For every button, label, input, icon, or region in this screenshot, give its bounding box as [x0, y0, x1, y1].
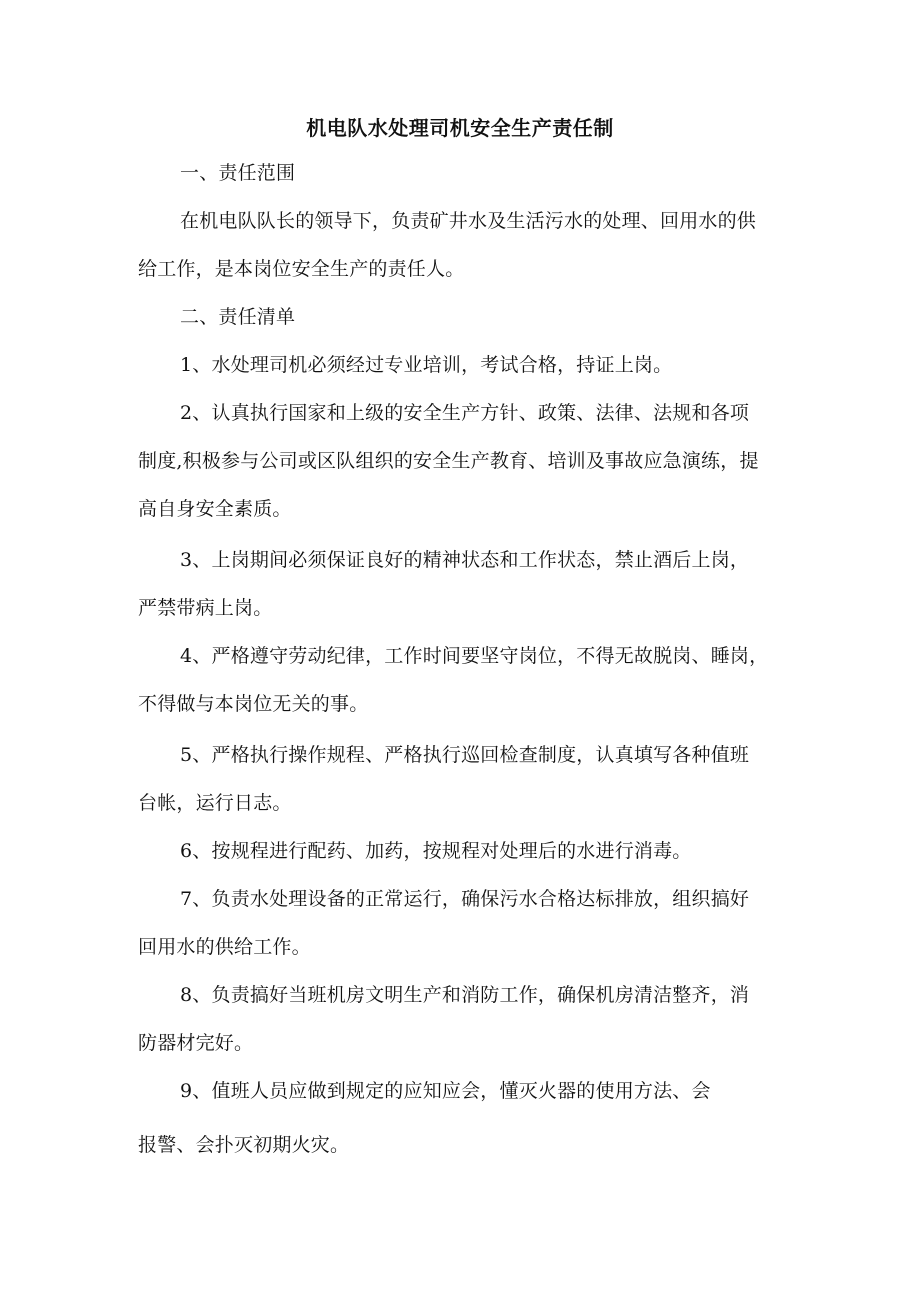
list-item-6-line-1: 6、按规程进行配药、加药，按规程对处理后的水进行消毒。 [180, 840, 692, 862]
list-item-9-line-2: 报警、会扑灭初期火灾。 [138, 1134, 350, 1156]
list-item-2-line-1: 2、认真执行国家和上级的安全生产方针、政策、法律、法规和各项 [180, 402, 750, 424]
list-item-8-line-1: 8、负责搞好当班机房文明生产和消防工作，确保机房清洁整齐，消 [180, 984, 750, 1006]
list-item-1-line-1: 1、水处理司机必须经过专业培训，考试合格，持证上岗。 [180, 354, 673, 376]
list-item-8-line-2: 防器材完好。 [138, 1032, 254, 1054]
section-heading-list: 二、责任清单 [180, 306, 296, 328]
document-title: 机电队水处理司机安全生产责任制 [306, 116, 614, 140]
section-heading-scope: 一、责任范围 [180, 162, 296, 184]
list-item-3-line-1: 3、上岗期间必须保证良好的精神状态和工作状态，禁止酒后上岗， [180, 549, 750, 571]
list-item-4-line-1: 4、严格遵守劳动纪律，工作时间要坚守岗位，不得无故脱岗、睡岗， [180, 645, 769, 667]
list-item-5-line-1: 5、严格执行操作规程、严格执行巡回检查制度，认真填写各种值班 [180, 744, 750, 766]
list-item-2-line-2: 制度,积极参与公司或区队组织的安全生产教育、培训及事故应急演练，提 [138, 450, 759, 472]
list-item-2-line-3: 高自身安全素质。 [138, 498, 292, 520]
list-item-7-line-1: 7、负责水处理设备的正常运行，确保污水合格达标排放，组织搞好 [180, 888, 750, 910]
list-item-4-line-2: 不得做与本岗位无关的事。 [138, 693, 369, 715]
paragraph-line: 在机电队队长的领导下，负责矿井水及生活污水的处理、回用水的供 [180, 210, 757, 232]
list-item-3-line-2: 严禁带病上岗。 [138, 597, 273, 619]
list-item-5-line-2: 台帐，运行日志。 [138, 792, 292, 814]
paragraph-line: 给工作，是本岗位安全生产的责任人。 [138, 258, 465, 280]
list-item-7-line-2: 回用水的供给工作。 [138, 936, 311, 958]
list-item-9-line-1: 9、值班人员应做到规定的应知应会，懂灭火器的使用方法、会 [180, 1080, 711, 1102]
